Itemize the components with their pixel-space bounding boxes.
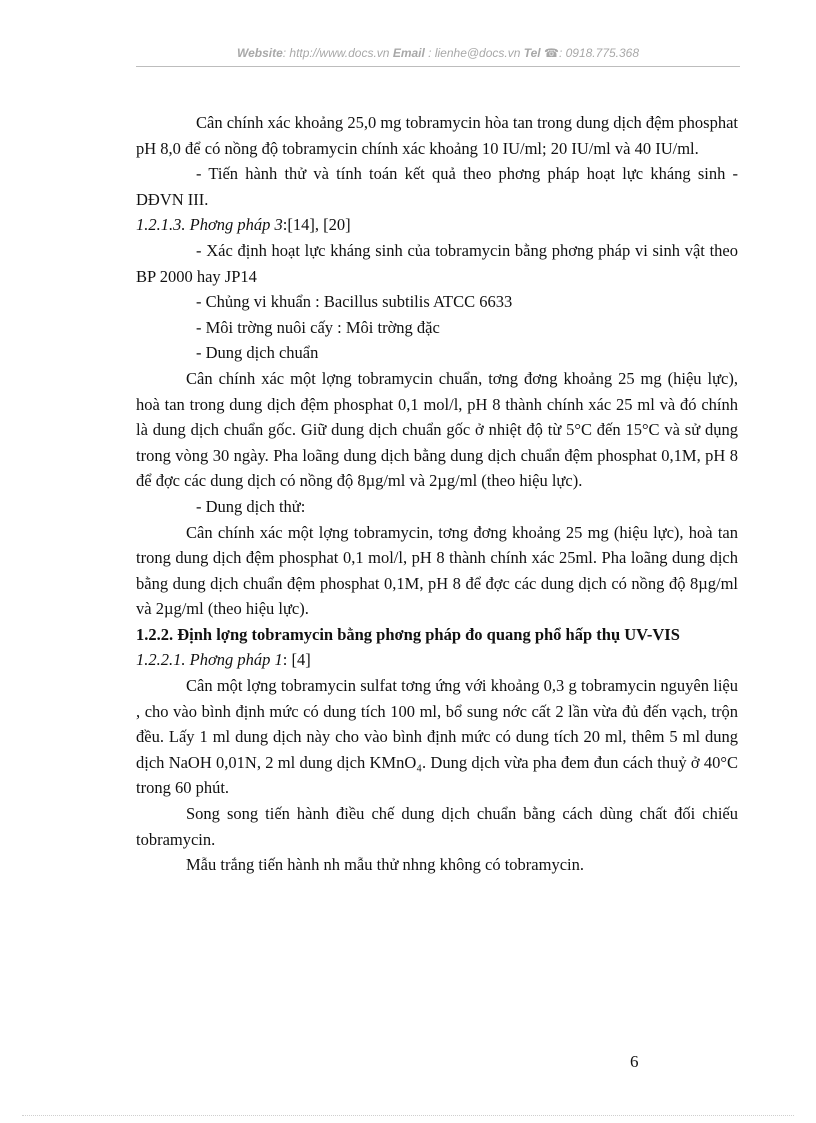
paragraph: Cân chính xác một lợng tobramycin, tơng đơng khoảng 25 mg (hiệu lực), hoà tan trong dung dịch đệm phosphat 0,1 mol/l, pH 8 thành chính xác 25ml. Pha loãng dung dịch bằng dung dịch chuẩn đệm phosphat 0,1M, pH 8 để đợc các dung dịch có nồng độ 8µg/ml và 2µg/ml (theo hiệu lực). — [136, 522, 738, 619]
paragraph: - Môi trờng nuôi cấy : Môi trờng đặc — [196, 317, 440, 337]
paragraph: - Tiến hành thử và tính toán kết quả theo phơng pháp hoạt lực kháng sinh - DĐVN III. — [136, 164, 738, 209]
footer-divider — [22, 1115, 794, 1116]
website-value: : http://www.docs.vn — [282, 46, 390, 60]
section-heading-1-2-2: 1.2.2. Định lợng tobramycin bằng phơng pháp đo quang phổ hấp thụ UV-VIS — [136, 624, 680, 644]
tel-value: ☎: 0918.775.368 — [544, 46, 640, 60]
document-body — [136, 110, 738, 878]
paragraph: - Chủng vi khuẩn : Bacillus subtilis ATCC 6633 — [196, 292, 513, 312]
paragraph: - Dung dịch chuẩn — [196, 343, 319, 363]
heading-refs: :[14], [20] — [282, 215, 351, 235]
heading-refs: : [4] — [282, 650, 311, 670]
website-label: Website — [236, 46, 283, 60]
section-heading-1-2-2-1 — [136, 647, 738, 673]
heading-text: 1.2.2.1. Phơng pháp 1 — [136, 650, 283, 670]
paragraph: Cân chính xác một lợng tobramycin chuẩn, tơng đơng khoảng 25 mg (hiệu lực), hoà tan trong dung dịch đệm phosphat 0,1 mol/l, pH 8 thành chính xác 25 ml và đó chính là dung dịch chuẩn gốc. Giữ dung dịch chuẩn gốc ở nhiệt độ từ 5°C đến 15°C và sử dụng trong vòng 30 ngày. Pha loãng dung dịch bằng dung dịch chuẩn đệm phosphat 0,1M, pH 8 để đợc các dung dịch có nồng độ 8µg/ml và 2µg/ml (theo hiệu lực). — [136, 368, 738, 491]
paragraph: - Dung dịch thử: — [196, 496, 306, 516]
page-header — [136, 46, 740, 60]
page-number: 6 — [630, 1052, 639, 1071]
paragraph: Cân chính xác khoảng 25,0 mg tobramycin hòa tan trong dung dịch đệm phosphat pH 8,0 để có nồng độ tobramycin chính xác khoảng 10 IU/ml; 20 IU/ml và 40 IU/ml. — [136, 113, 738, 158]
paragraph: Song song tiến hành điều chế dung dịch chuẩn bằng cách dùng chất đối chiếu tobramycin. — [136, 804, 738, 849]
section-heading-1-2-1-3 — [136, 212, 738, 238]
tel-label: Tel — [523, 46, 541, 60]
paragraph: Mẫu trắng tiến hành nh mẫu thử nhng không có tobramycin. — [186, 855, 584, 875]
paragraph: - Xác định hoạt lực kháng sinh của tobramycin bằng phơng pháp vi sinh vật theo BP 2000 hay JP14 — [136, 240, 738, 286]
email-label: Email — [392, 46, 425, 60]
header-divider — [136, 66, 740, 67]
heading-text: 1.2.1.3. Phơng pháp 3 — [136, 215, 283, 235]
email-value: : lienhe@docs.vn — [428, 46, 521, 60]
paragraph: Cân một lợng tobramycin sulfat tơng ứng với khoảng 0,3 g tobramycin nguyên liệu , cho vào bình định mức có dung tích 100 ml, bổ sung nớc cất 2 lần vừa đủ đến vạch, trộn đều. Lấy 1 ml dung dịch này cho vào bình định mức có dung tích 20 ml, thêm 5 ml dung dịch NaOH 0,01N, 2 ml dung dịch KMnO₄. Dung dịch vừa pha đem đun cách thuỷ ở 40°C trong 60 phút. — [136, 676, 738, 798]
